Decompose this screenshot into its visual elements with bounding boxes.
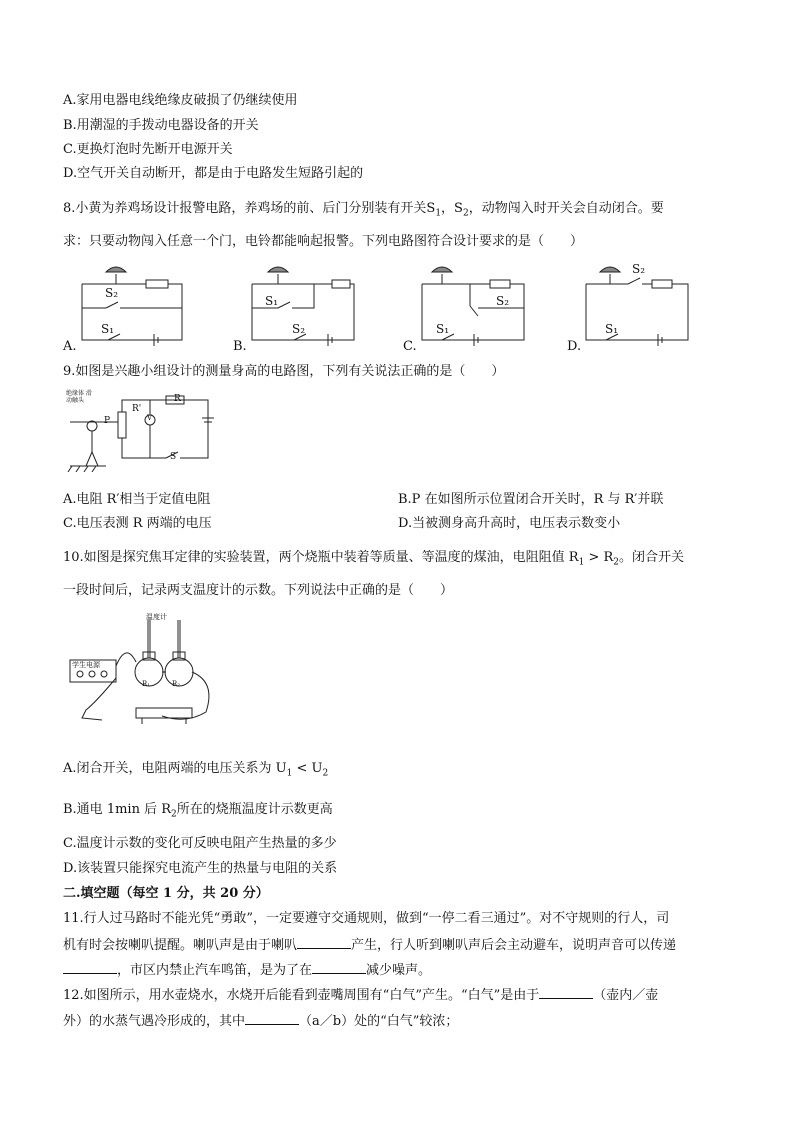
q12-line1: 12.如图所示，用水壶烧水，水烧开后能看到壶嘴周围有“白气”产生。“白气”是由于 （壶内／壶 [63, 988, 659, 1003]
q8a-s1-label: S₁ [101, 322, 115, 336]
q8b-s1-label: S₁ [265, 294, 279, 308]
q9-fig-r: R [174, 394, 181, 404]
q8-circuit-a [78, 260, 188, 350]
q11-line3: ，市区内禁止汽车鸣笛，是为了在 减少噪声。 [63, 961, 431, 980]
q10-joule-apparatus [66, 612, 236, 730]
q9-option-d: D.当被测身高升高时，电压表示数变小 [398, 516, 621, 531]
q10-fig-power: 学生电源 [72, 661, 100, 669]
q11-line1: 11.行人过马路时不能光凭“勇敢”，一定要遵守交通规则，做到“一停二看三通过”。对不守规则的行人，司 [63, 911, 670, 926]
q10-option-c: C.温度计示数的变化可反映电阻产生热量的多少 [63, 836, 337, 851]
q9-option-a: A.电阻 R′相当于定值电阻 [63, 492, 211, 507]
q8-label-a: A. [63, 339, 77, 354]
q8-stem-line1: 8.小黄为养鸡场设计报警电路，养鸡场的前、后门分别装有开关$S_1$，$S_2$，动物闯入时开关会自动闭合。要 [63, 201, 664, 219]
section-title-fill-blank: 二.填空题（每空 1 分，共 20 分） [63, 886, 269, 901]
q10-option-d: D.该装置只能探究电流产生的热量与电阻的关系 [63, 861, 338, 876]
q11-blank-3[interactable] [312, 961, 366, 974]
q10-fig-r1: R₁ [142, 680, 151, 688]
q11-blank-2[interactable] [63, 961, 117, 974]
q12-blank-2[interactable] [245, 1012, 299, 1025]
q8c-s2-label: S₂ [496, 294, 510, 308]
q9-fig-r-prime: R' [132, 404, 142, 414]
q7-option-c: C.更换灯泡时先断开电源开关 [63, 142, 233, 157]
q8d-s2-label: S₂ [632, 262, 646, 276]
q8b-s2-label: S₂ [292, 322, 306, 336]
q9-stem: 9.如图是兴趣小组设计的测量身高的电路图，下列有关说法正确的是（ ） [63, 364, 505, 379]
q8c-s1-label: S₁ [436, 322, 450, 336]
q7-option-a: A.家用电器电线绝缘皮破损了仍继续使用 [63, 93, 298, 108]
q7-option-d: D.空气开关自动断开，都是由于电路发生短路引起的 [63, 166, 364, 181]
q11-line2: 机有时会按喇叭提醒。喇叭声是由于喇叭 产生，行人听到喇叭声后会主动避车，说明声音可以传递 [63, 938, 677, 953]
q9-option-c: C.电压表测 R 两端的电压 [63, 516, 212, 531]
q9-option-b: B.P 在如图所示位置闭合开关时，R 与 R′并联 [398, 492, 664, 507]
q8-label-b: B. [233, 339, 247, 354]
q10-option-a: A.闭合开关，电阻两端的电压关系为 $U_1 < U_2$ [63, 761, 329, 779]
q9-fig-v: V [147, 414, 153, 422]
q9-fig-s: S [170, 452, 177, 462]
q12-line2: 外）的水蒸气遇冷形成的，其中 （a／b）处的“白气”较浓； [63, 1014, 459, 1029]
q8-circuit-c [418, 260, 528, 350]
q10-fig-r2: R₂ [172, 680, 181, 688]
q9-fig-p: P [104, 416, 111, 426]
q8a-s2-label: S₂ [105, 286, 119, 300]
q10-stem-line1: 10.如图是探究焦耳定律的实验装置，两个烧瓶中装着等质量、等温度的煤油，电阻阻值 $R_1 > R_2$。闭合开关 [63, 550, 685, 568]
q8d-s1-label: S₁ [605, 322, 619, 336]
q11-blank-1[interactable] [297, 936, 351, 949]
q7-option-b: B.用潮湿的手拨动电器设备的开关 [63, 118, 259, 133]
q10-fig-thermometer: 温度计 [146, 613, 167, 621]
q8-label-d: D. [567, 339, 582, 354]
q8-stem-line2: 求：只要动物闯入任意一个门，电铃都能响起报警。下列电路图符合设计要求的是（ ） [63, 234, 584, 249]
q8-label-c: C. [403, 339, 417, 354]
q10-option-b: B.通电 1min 后 $R_2$所在的烧瓶温度计示数更高 [63, 802, 333, 820]
q9-fig-ruler-label: 绝缘体 滑动触头 [66, 390, 92, 404]
q10-stem-line2: 一段时间后，记录两支温度计的示数。下列说法中正确的是（ ） [63, 583, 454, 598]
q12-blank-1[interactable] [539, 986, 593, 999]
